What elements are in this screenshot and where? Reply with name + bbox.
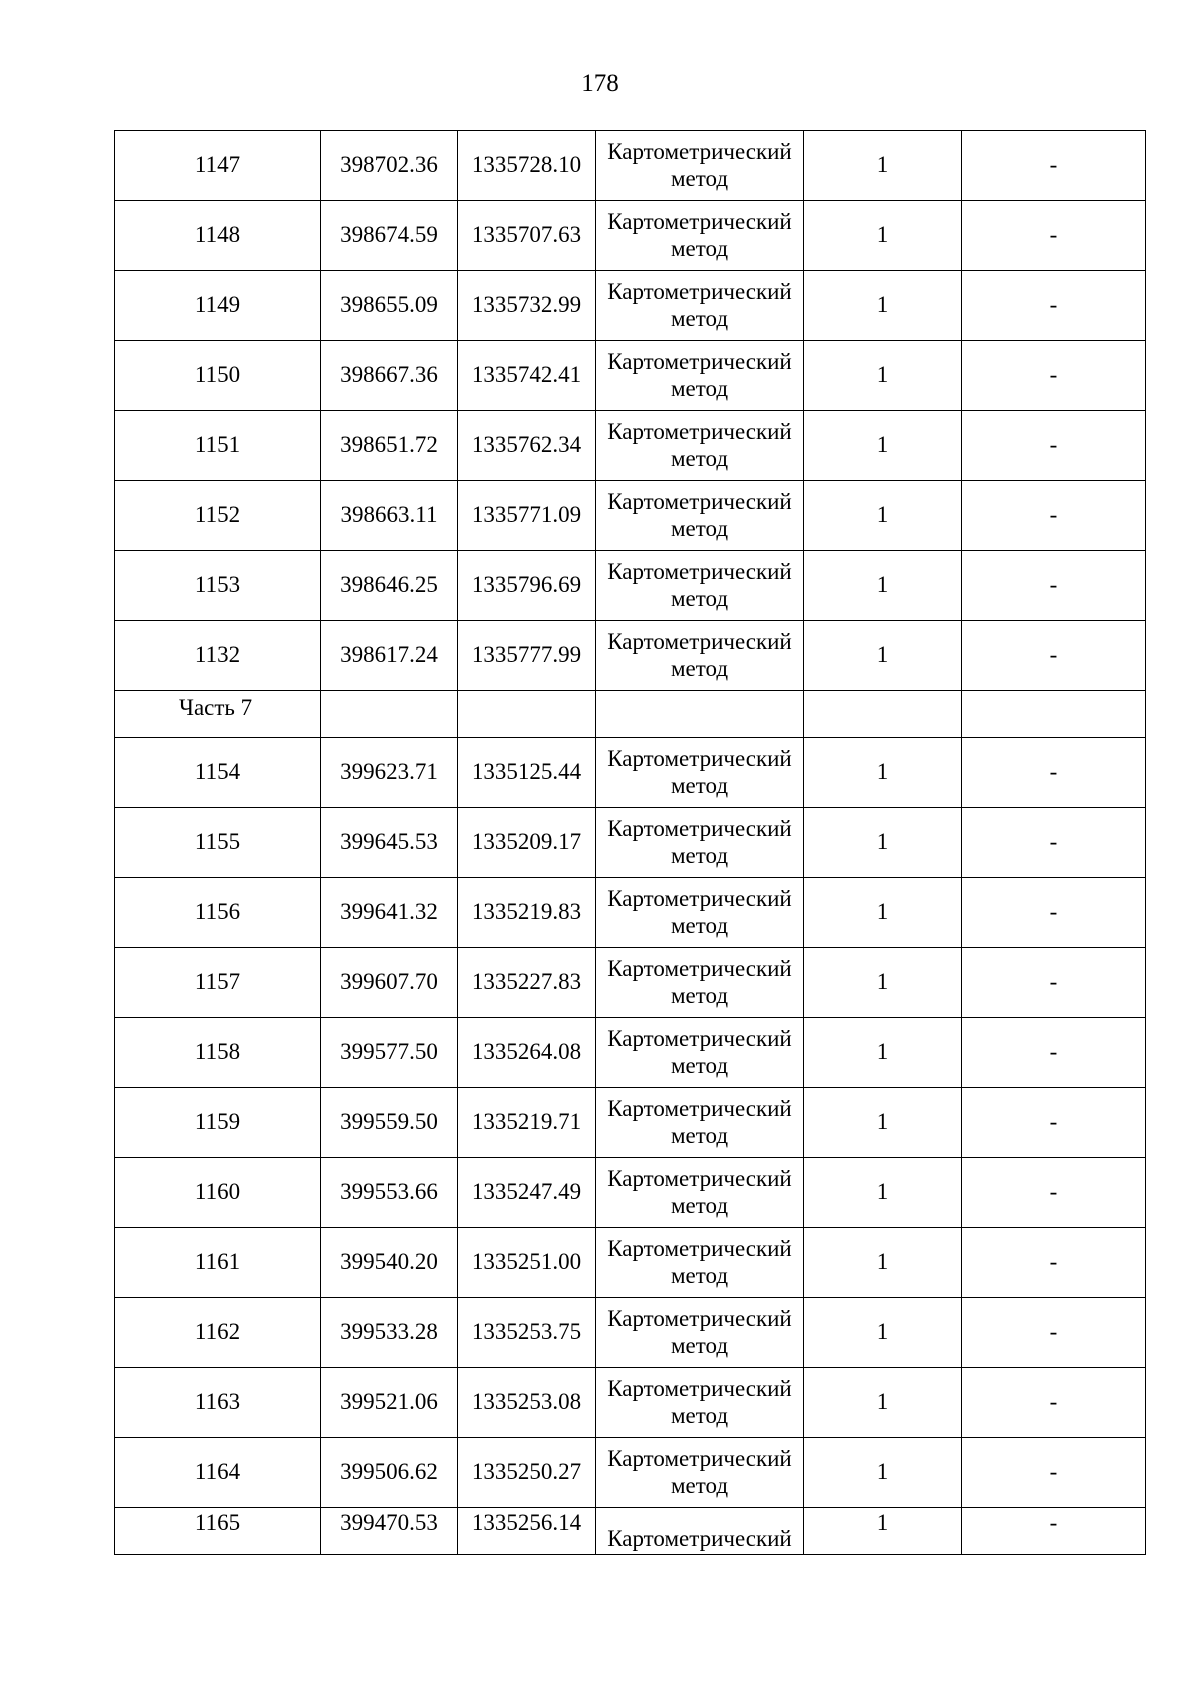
point-number-cell: 1161 bbox=[115, 1228, 321, 1298]
y-coordinate-cell: 1335209.17 bbox=[458, 808, 596, 878]
point-number-cell: 1154 bbox=[115, 738, 321, 808]
accuracy-cell: 1 bbox=[804, 1438, 962, 1508]
y-coordinate-cell: 1335125.44 bbox=[458, 738, 596, 808]
method-cell: Картометрический метод bbox=[596, 808, 804, 878]
note-cell: - bbox=[962, 738, 1146, 808]
note-cell: - bbox=[962, 1298, 1146, 1368]
x-coordinate-cell: 398674.59 bbox=[321, 201, 458, 271]
point-number-cell: 1158 bbox=[115, 1018, 321, 1088]
accuracy-cell: 1 bbox=[804, 131, 962, 201]
point-number-cell: 1164 bbox=[115, 1438, 321, 1508]
y-coordinate-cell: 1335251.00 bbox=[458, 1228, 596, 1298]
empty-cell bbox=[804, 691, 962, 738]
y-coordinate-cell: 1335253.75 bbox=[458, 1298, 596, 1368]
point-number-cell: 1162 bbox=[115, 1298, 321, 1368]
note-cell: - bbox=[962, 481, 1146, 551]
y-coordinate-cell: 1335742.41 bbox=[458, 341, 596, 411]
accuracy-cell: 1 bbox=[804, 948, 962, 1018]
method-cell: Картометрический метод bbox=[596, 271, 804, 341]
method-cell: Картометрический метод bbox=[596, 621, 804, 691]
method-cell: Картометрический метод bbox=[596, 201, 804, 271]
y-coordinate-cell: 1335247.49 bbox=[458, 1158, 596, 1228]
method-cell: Картометрический метод bbox=[596, 341, 804, 411]
y-coordinate-cell: 1335707.63 bbox=[458, 201, 596, 271]
accuracy-cell: 1 bbox=[804, 878, 962, 948]
table-row bbox=[115, 808, 1146, 878]
x-coordinate-cell: 399553.66 bbox=[321, 1158, 458, 1228]
note-cell: - bbox=[962, 1228, 1146, 1298]
point-number-cell: 1148 bbox=[115, 201, 321, 271]
x-coordinate-cell: 399577.50 bbox=[321, 1018, 458, 1088]
x-coordinate-cell: 399559.50 bbox=[321, 1088, 458, 1158]
point-number-cell: 1152 bbox=[115, 481, 321, 551]
x-coordinate-cell: 398655.09 bbox=[321, 271, 458, 341]
table-row bbox=[115, 948, 1146, 1018]
table-row bbox=[115, 738, 1146, 808]
note-cell: - bbox=[962, 948, 1146, 1018]
table-row bbox=[115, 878, 1146, 948]
note-cell: - bbox=[962, 1368, 1146, 1438]
method-cell: Картометрический метод bbox=[596, 1368, 804, 1438]
y-coordinate-cell: 1335256.14 bbox=[458, 1508, 596, 1555]
method-cell: Картометрический метод bbox=[596, 411, 804, 481]
coordinates-table bbox=[114, 130, 1146, 1555]
point-number-cell: 1155 bbox=[115, 808, 321, 878]
method-cell: Картометрический метод bbox=[596, 1018, 804, 1088]
point-number-cell: 1149 bbox=[115, 271, 321, 341]
point-number-cell: 1163 bbox=[115, 1368, 321, 1438]
note-cell: - bbox=[962, 1508, 1146, 1555]
part-label: Часть 7 bbox=[115, 691, 321, 738]
empty-cell bbox=[458, 691, 596, 738]
x-coordinate-cell: 399607.70 bbox=[321, 948, 458, 1018]
note-cell: - bbox=[962, 1438, 1146, 1508]
note-cell: - bbox=[962, 808, 1146, 878]
empty-cell bbox=[596, 691, 804, 738]
accuracy-cell: 1 bbox=[804, 1368, 962, 1438]
point-number-cell: 1150 bbox=[115, 341, 321, 411]
x-coordinate-cell: 398646.25 bbox=[321, 551, 458, 621]
x-coordinate-cell: 399645.53 bbox=[321, 808, 458, 878]
table-row bbox=[115, 201, 1146, 271]
method-cell: Картометрический bbox=[596, 1508, 804, 1555]
method-cell: Картометрический метод bbox=[596, 481, 804, 551]
table-row bbox=[115, 411, 1146, 481]
note-cell: - bbox=[962, 271, 1146, 341]
method-cell: Картометрический метод bbox=[596, 878, 804, 948]
table-row bbox=[115, 1438, 1146, 1508]
x-coordinate-cell: 398702.36 bbox=[321, 131, 458, 201]
x-coordinate-cell: 398617.24 bbox=[321, 621, 458, 691]
point-number-cell: 1147 bbox=[115, 131, 321, 201]
accuracy-cell: 1 bbox=[804, 1298, 962, 1368]
accuracy-cell: 1 bbox=[804, 271, 962, 341]
note-cell: - bbox=[962, 878, 1146, 948]
method-cell: Картометрический метод bbox=[596, 1088, 804, 1158]
x-coordinate-cell: 399623.71 bbox=[321, 738, 458, 808]
table-row bbox=[115, 341, 1146, 411]
point-number-cell: 1132 bbox=[115, 621, 321, 691]
accuracy-cell: 1 bbox=[804, 481, 962, 551]
table-row bbox=[115, 1228, 1146, 1298]
accuracy-cell: 1 bbox=[804, 341, 962, 411]
note-cell: - bbox=[962, 131, 1146, 201]
empty-cell bbox=[321, 691, 458, 738]
y-coordinate-cell: 1335264.08 bbox=[458, 1018, 596, 1088]
y-coordinate-cell: 1335771.09 bbox=[458, 481, 596, 551]
accuracy-cell: 1 bbox=[804, 551, 962, 621]
accuracy-cell: 1 bbox=[804, 201, 962, 271]
y-coordinate-cell: 1335796.69 bbox=[458, 551, 596, 621]
table-row bbox=[115, 481, 1146, 551]
method-cell: Картометрический метод bbox=[596, 1228, 804, 1298]
table-row bbox=[115, 1298, 1146, 1368]
x-coordinate-cell: 398667.36 bbox=[321, 341, 458, 411]
x-coordinate-cell: 399540.20 bbox=[321, 1228, 458, 1298]
empty-cell bbox=[962, 691, 1146, 738]
method-cell: Картометрический метод bbox=[596, 131, 804, 201]
table-row bbox=[115, 551, 1146, 621]
note-cell: - bbox=[962, 1088, 1146, 1158]
x-coordinate-cell: 399506.62 bbox=[321, 1438, 458, 1508]
point-number-cell: 1157 bbox=[115, 948, 321, 1018]
y-coordinate-cell: 1335253.08 bbox=[458, 1368, 596, 1438]
note-cell: - bbox=[962, 201, 1146, 271]
note-cell: - bbox=[962, 1018, 1146, 1088]
x-coordinate-cell: 399641.32 bbox=[321, 878, 458, 948]
y-coordinate-cell: 1335777.99 bbox=[458, 621, 596, 691]
accuracy-cell: 1 bbox=[804, 1158, 962, 1228]
point-number-cell: 1160 bbox=[115, 1158, 321, 1228]
page-number: 178 bbox=[581, 70, 619, 97]
coordinates-table-body bbox=[115, 131, 1146, 1555]
y-coordinate-cell: 1335219.71 bbox=[458, 1088, 596, 1158]
x-coordinate-cell: 399521.06 bbox=[321, 1368, 458, 1438]
note-cell: - bbox=[962, 411, 1146, 481]
x-coordinate-cell: 398663.11 bbox=[321, 481, 458, 551]
y-coordinate-cell: 1335728.10 bbox=[458, 131, 596, 201]
table-row bbox=[115, 1158, 1146, 1228]
table-row bbox=[115, 1508, 1146, 1555]
accuracy-cell: 1 bbox=[804, 621, 962, 691]
note-cell: - bbox=[962, 341, 1146, 411]
part-heading-row bbox=[115, 691, 1146, 738]
accuracy-cell: 1 bbox=[804, 1228, 962, 1298]
point-number-cell: 1159 bbox=[115, 1088, 321, 1158]
y-coordinate-cell: 1335250.27 bbox=[458, 1438, 596, 1508]
point-number-cell: 1151 bbox=[115, 411, 321, 481]
note-cell: - bbox=[962, 621, 1146, 691]
accuracy-cell: 1 bbox=[804, 1508, 962, 1555]
table-row bbox=[115, 131, 1146, 201]
method-cell: Картометрический метод bbox=[596, 1298, 804, 1368]
x-coordinate-cell: 399533.28 bbox=[321, 1298, 458, 1368]
table-row bbox=[115, 1088, 1146, 1158]
table-row bbox=[115, 271, 1146, 341]
point-number-cell: 1156 bbox=[115, 878, 321, 948]
y-coordinate-cell: 1335732.99 bbox=[458, 271, 596, 341]
table-row bbox=[115, 621, 1146, 691]
y-coordinate-cell: 1335762.34 bbox=[458, 411, 596, 481]
y-coordinate-cell: 1335227.83 bbox=[458, 948, 596, 1018]
accuracy-cell: 1 bbox=[804, 738, 962, 808]
accuracy-cell: 1 bbox=[804, 808, 962, 878]
method-cell: Картометрический метод bbox=[596, 1158, 804, 1228]
note-cell: - bbox=[962, 551, 1146, 621]
note-cell: - bbox=[962, 1158, 1146, 1228]
method-cell: Картометрический метод bbox=[596, 1438, 804, 1508]
method-cell: Картометрический метод bbox=[596, 551, 804, 621]
point-number-cell: 1153 bbox=[115, 551, 321, 621]
method-cell: Картометрический метод bbox=[596, 948, 804, 1018]
point-number-cell: 1165 bbox=[115, 1508, 321, 1555]
x-coordinate-cell: 399470.53 bbox=[321, 1508, 458, 1555]
table-row bbox=[115, 1018, 1146, 1088]
table-row bbox=[115, 1368, 1146, 1438]
x-coordinate-cell: 398651.72 bbox=[321, 411, 458, 481]
y-coordinate-cell: 1335219.83 bbox=[458, 878, 596, 948]
accuracy-cell: 1 bbox=[804, 1088, 962, 1158]
method-cell: Картометрический метод bbox=[596, 738, 804, 808]
accuracy-cell: 1 bbox=[804, 411, 962, 481]
accuracy-cell: 1 bbox=[804, 1018, 962, 1088]
